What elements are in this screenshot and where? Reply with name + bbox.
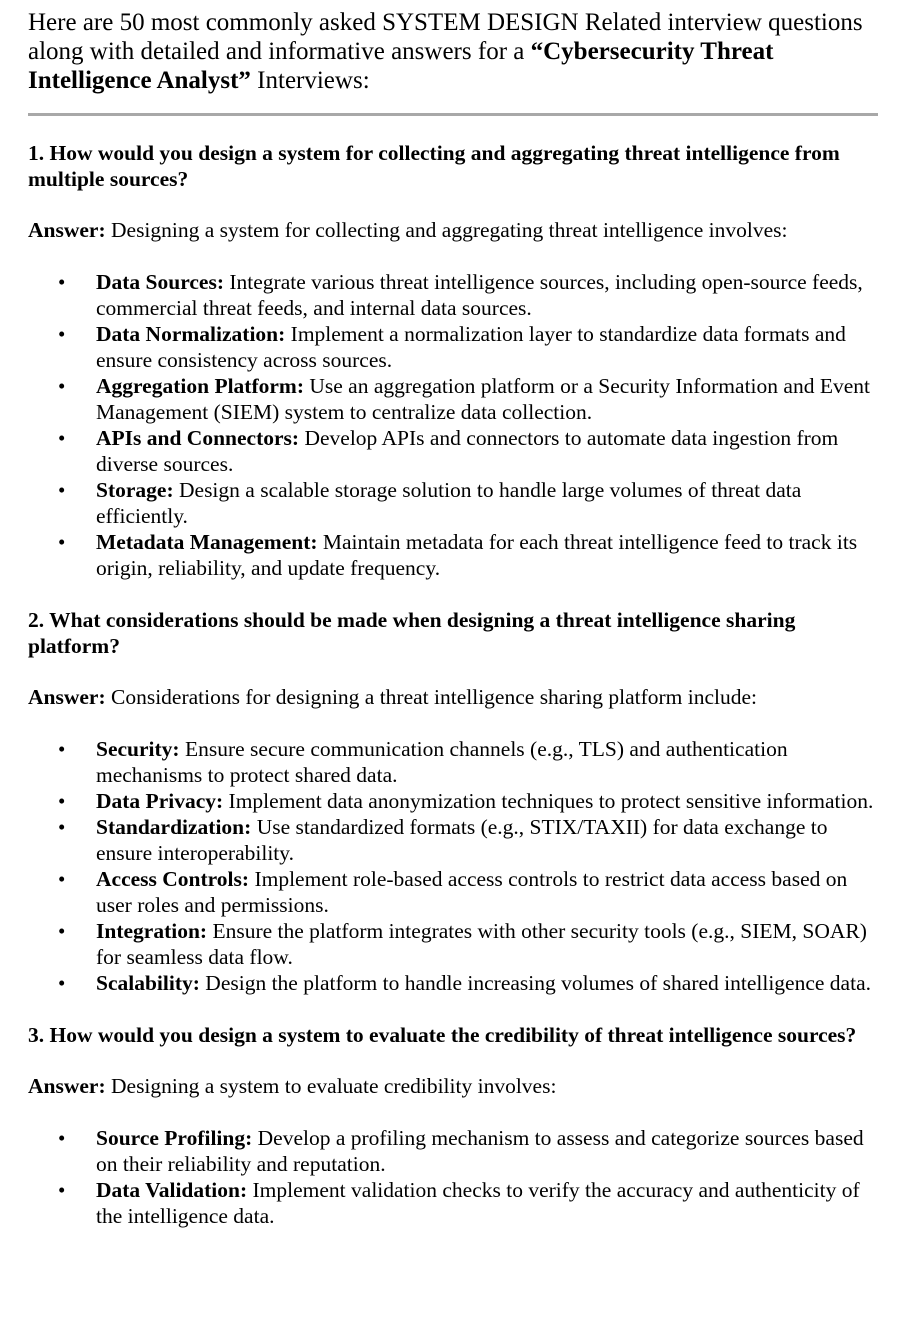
list-item-term: Security:	[96, 737, 180, 761]
list-item	[28, 1125, 881, 1177]
bullet-icon: •	[58, 374, 66, 398]
question-block-2	[28, 607, 879, 996]
intro-text-end: Interviews:	[250, 67, 370, 94]
bullet-icon: •	[58, 919, 66, 943]
bullet-icon: •	[58, 270, 66, 294]
bullet-icon: •	[58, 789, 66, 813]
bullet-list	[28, 736, 879, 996]
intro-role-title: “Cybersecurity Threat Intelligence Analyst”	[28, 38, 774, 94]
list-item-term: Storage:	[96, 478, 174, 502]
list-item-term: Access Controls:	[96, 867, 250, 891]
list-item-text: Use an aggregation platform or a Security Information and Event Management (SIEM) system to centralize data collection.	[96, 374, 870, 424]
bullet-icon: •	[58, 1178, 66, 1202]
list-item-text: Integrate various threat intelligence sources, including open-source feeds, commercial threat feeds, and internal data sources.	[96, 270, 863, 320]
list-item-text: Use standardized formats (e.g., STIX/TAXII) for data exchange to ensure interoperability.	[96, 815, 828, 865]
bullet-list	[28, 269, 879, 581]
answer-intro-text: Considerations for designing a threat intelligence sharing platform include:	[105, 685, 758, 709]
answer-label: Answer:	[28, 218, 106, 242]
bullet-icon: •	[58, 426, 66, 450]
answer-intro	[28, 684, 879, 710]
intro-paragraph	[28, 0, 888, 95]
list-item	[28, 918, 881, 970]
list-item-term: Data Privacy:	[96, 789, 224, 813]
question-block-3	[28, 1022, 879, 1229]
bullet-icon: •	[58, 737, 66, 761]
list-item	[28, 866, 881, 918]
answer-label: Answer:	[28, 1074, 106, 1098]
list-item-text: Implement validation checks to verify the accuracy and authenticity of the intelligence data.	[96, 1178, 860, 1228]
list-item	[28, 321, 881, 373]
list-item	[28, 788, 881, 814]
list-item-term: Source Profiling:	[96, 1126, 253, 1150]
list-item-text: Design the platform to handle increasing volumes of shared intelligence data.	[199, 971, 871, 995]
answer-intro-text: Designing a system to evaluate credibility involves:	[105, 1074, 557, 1098]
list-item-text: Ensure the platform integrates with other security tools (e.g., SIEM, SOAR) for seamless data flow.	[96, 919, 867, 969]
list-item	[28, 477, 881, 529]
answer-intro	[28, 217, 879, 243]
list-item	[28, 425, 881, 477]
bullet-icon: •	[58, 971, 66, 995]
horizontal-divider	[28, 113, 878, 116]
list-item-text: Design a scalable storage solution to handle large volumes of threat data efficiently.	[96, 478, 802, 528]
bullet-list	[28, 1125, 879, 1229]
list-item-term: Standardization:	[96, 815, 252, 839]
list-item	[28, 529, 881, 581]
question-heading: 1. How would you design a system for collecting and aggregating threat intelligence from multiple sources?	[28, 141, 840, 191]
bullet-icon: •	[58, 867, 66, 891]
list-item-term: Scalability:	[96, 971, 200, 995]
list-item-term: Metadata Management:	[96, 530, 318, 554]
list-item	[28, 269, 881, 321]
list-item-term: APIs and Connectors:	[96, 426, 300, 450]
list-item-text: Implement data anonymization techniques to protect sensitive information.	[223, 789, 874, 813]
list-item-text: Implement role-based access controls to restrict data access based on user roles and permissions.	[96, 867, 848, 917]
intro-text: Here are 50 most commonly asked SYSTEM DESIGN Related interview questions along with detailed and informative answers for a	[28, 9, 863, 65]
answer-intro-text: Designing a system for collecting and aggregating threat intelligence involves:	[105, 218, 788, 242]
list-item-term: Aggregation Platform:	[96, 374, 304, 398]
list-item-term: Data Sources:	[96, 270, 224, 294]
list-item-text: Ensure secure communication channels (e.g., TLS) and authentication mechanisms to protect shared data.	[96, 737, 788, 787]
bullet-icon: •	[58, 815, 66, 839]
question-heading: 2. What considerations should be made when designing a threat intelligence sharing platform?	[28, 608, 796, 658]
list-item-term: Data Validation:	[96, 1178, 248, 1202]
bullet-icon: •	[58, 322, 66, 346]
answer-intro	[28, 1073, 879, 1099]
list-item	[28, 814, 881, 866]
bullet-icon: •	[58, 478, 66, 502]
list-item	[28, 970, 881, 996]
answer-label: Answer:	[28, 685, 106, 709]
bullet-icon: •	[58, 1126, 66, 1150]
list-item-text: Develop a profiling mechanism to assess and categorize sources based on their reliability and reputation.	[96, 1126, 864, 1176]
list-item	[28, 1177, 881, 1229]
list-item-text: Maintain metadata for each threat intelligence feed to track its origin, reliability, and update frequency.	[96, 530, 858, 580]
question-block-1	[28, 140, 879, 581]
bullet-icon: •	[58, 530, 66, 554]
list-item-text: Implement a normalization layer to standardize data formats and ensure consistency across sources.	[96, 322, 846, 372]
list-item-text: Develop APIs and connectors to automate data ingestion from diverse sources.	[96, 426, 839, 476]
list-item	[28, 736, 881, 788]
list-item-term: Integration:	[96, 919, 208, 943]
question-heading: 3. How would you design a system to evaluate the credibility of threat intelligence sources?	[28, 1023, 857, 1047]
list-item-term: Data Normalization:	[96, 322, 286, 346]
list-item	[28, 373, 881, 425]
